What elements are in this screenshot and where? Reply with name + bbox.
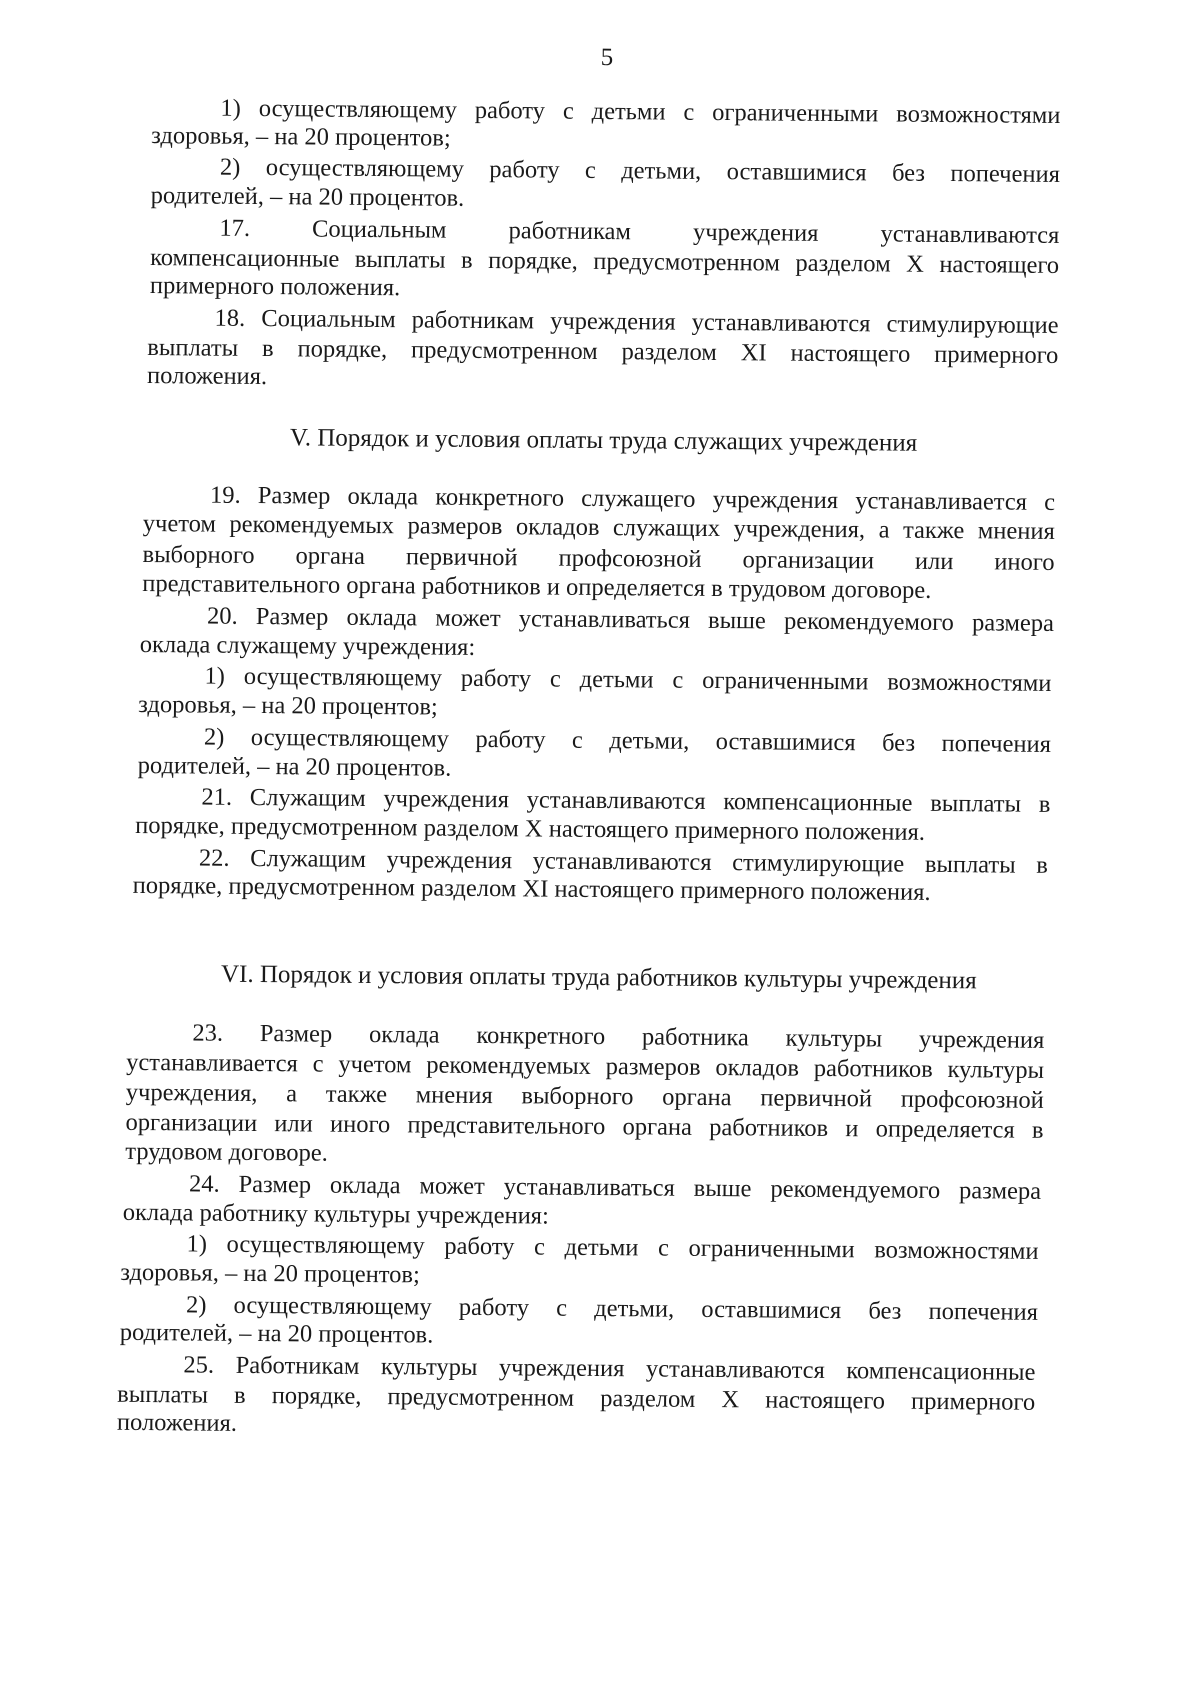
text-line: 25. Работникам культуры учреждения устанавливаются компенсационные (183, 1351, 1036, 1386)
text-line: 1) осуществляющему работу с детьми с ограниченными возможностями (186, 1230, 1039, 1265)
text-line: учреждения, а также мнения выборного органа первичной профсоюзной (125, 1078, 1044, 1114)
text-line: 19. Размер оклада конкретного служащего учреждения устанавливается с (209, 481, 1056, 516)
text-line: оклада служащему учреждения: (139, 630, 476, 661)
text-line: 17. Социальным работникам учреждения устанавливаются (219, 214, 1060, 249)
text-line: 23. Размер оклада конкретного работника культуры учреждения (192, 1019, 1045, 1054)
page-number: 5 (600, 43, 614, 72)
text-line: порядке, предусмотренном разделом XI настоящего примерного положения. (132, 871, 931, 906)
text-line: 18. Социальным работникам учреждения устанавливаются стимулирующие (214, 304, 1059, 339)
text-line: представительного органа работников и определяется в трудовом договоре. (142, 569, 932, 604)
text-line: учетом рекомендуемых размеров окладов служащих учреждения, а также мнения (142, 509, 1055, 545)
text-line: 24. Размер оклада может устанавливаться выше рекомендуемого размера (188, 1170, 1042, 1205)
text-line: выплаты в порядке, предусмотренном разделом XI настоящего примерного (147, 334, 1059, 369)
text-line: здоровья, – на 20 процентов; (120, 1258, 420, 1289)
section-heading: V. Порядок и условия оплаты труда служащих учреждения (289, 424, 918, 457)
text-line: 2) осуществляющему работу с детьми, оставшимися без попечения (185, 1291, 1039, 1326)
text-line: родителей, – на 20 процентов. (150, 182, 465, 212)
text-line: оклада работнику культуры учреждения: (122, 1198, 549, 1230)
text-line: выборного органа первичной профсоюзной организации или иного (142, 540, 1055, 576)
text-line: положения. (116, 1408, 238, 1437)
text-line: родителей, – на 20 процентов. (119, 1318, 434, 1349)
text-line: организации или иного представительного органа работников и определяется в (125, 1108, 1044, 1144)
text-line: здоровья, – на 20 процентов; (138, 690, 438, 721)
text-line: 21. Служащим учреждения устанавливаются компенсационные выплаты в (201, 783, 1051, 818)
text-line: трудовом договоре. (125, 1137, 328, 1167)
text-line: компенсационные выплаты в порядке, предусмотренном разделом X настоящего (150, 244, 1060, 279)
text-line: здоровья, – на 20 процентов; (151, 122, 451, 152)
text-line: 1) осуществляющему работу с детьми с ограниченными возможностями (220, 94, 1061, 129)
text-line: 2) осуществляющему работу с детьми, оставшимися без попечения (203, 723, 1052, 758)
text-line: 1) осуществляющему работу с детьми с ограниченными возможностями (204, 662, 1052, 697)
text-line: родителей, – на 20 процентов. (137, 751, 452, 782)
text-line: устанавливается с учетом рекомендуемых размеров окладов работников культуры (126, 1048, 1045, 1084)
text-line: выплаты в порядке, предусмотренном разделом X настоящего примерного (117, 1380, 1036, 1416)
text-line: 22. Служащим учреждения устанавливаются стимулирующие выплаты в (198, 844, 1049, 879)
text-line: 2) осуществляющему работу с детьми, оставшимися без попечения (219, 153, 1061, 188)
text-line: 20. Размер оклада может устанавливаться выше рекомендуемого размера (206, 602, 1055, 637)
text-line: положения. (147, 362, 268, 391)
text-line: примерного положения. (149, 272, 401, 302)
section-heading: VI. Порядок и условия оплаты труда работников культуры учреждения (220, 960, 977, 995)
text-line: порядке, предусмотренном разделом X настоящего примерного положения. (135, 811, 926, 846)
